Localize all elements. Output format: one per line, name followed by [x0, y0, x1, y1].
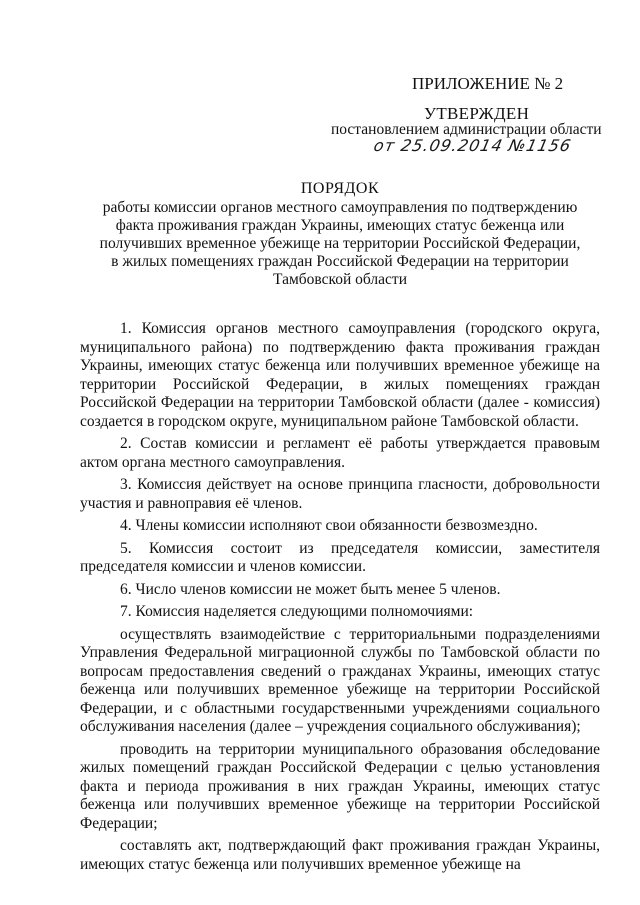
approved-label: УТВЕРЖДЕН [424, 104, 530, 123]
paragraph-1: 1. Комиссия органов местного самоуправления (городского округа, муниципального района) по подтверждению факта проживания граждан Украины, имеющих статус беженца или получивших временное убежище на территории Российской Федерации, в жилых помещениях граждан Российской Федерации на территории Тамбовской области (далее - комиссия) создается в городском округе, муниципальном районе Тамбовской области. [80, 320, 600, 430]
paragraph-2: 2. Состав комиссии и регламент её работы утверждается правовым актом органа местного самоуправления. [80, 435, 600, 471]
paragraph-7: 7. Комиссия наделяется следующими полномочиями: [120, 603, 474, 620]
subtitle-line: получивших временное убежище на территории Российской Федерации, [99, 235, 581, 252]
power-act: составлять акт, подтверждающий факт проживания граждан Украины, имеющих статус беженца или получивших временное убежище на [80, 837, 600, 873]
document-subtitle [60, 199, 620, 289]
subtitle-line: Тамбовской области [273, 271, 407, 288]
subtitle-line: в жилых помещениях граждан Российской Федерации на территории [111, 253, 569, 270]
document-title: ПОРЯДОК [300, 180, 380, 197]
power-interaction: осуществлять взаимодействие с территориальными подразделениями Управления Федеральной миграционной службы по Тамбовской области по вопросам предоставления сведений о гражданах Украины, имеющих статус беженца или получивших временное убежище на территории Российской Федерации, и с областными государственными учреждениями социального обслуживания населения (далее – учреждения социального обслуживания); [80, 625, 600, 735]
document-body [80, 320, 600, 878]
paragraph-6: 6. Число членов комиссии не может быть менее 5 членов. [120, 580, 501, 598]
paragraph-3: 3. Комиссия действует на основе принципа гласности, добровольности участия и равноправия её членов. [80, 476, 600, 512]
paragraph-5: 5. Комиссия состоит из председателя комиссии, заместителя председателя комиссии и членов комиссии. [80, 539, 600, 575]
power-inspection: проводить на территории муниципального образования обследование жилых помещений граждан Российской Федерации с целью установления факта и периода проживания в них граждан Украины, имеющих статус беженца или получивших временное убежище на территории Российской Федерации; [80, 740, 600, 832]
handwritten-date-number: от 25.09.2014 №1156 [371, 136, 574, 155]
appendix-label: ПРИЛОЖЕНИЕ № 2 [412, 74, 564, 93]
subtitle-line: факта проживания граждан Украины, имеющих статус беженца или [115, 217, 565, 234]
paragraph-4: 4. Члены комиссии исполняют свои обязанности безвозмездно. [120, 517, 538, 534]
subtitle-line: работы комиссии органов местного самоуправления по подтверждению [102, 199, 578, 216]
decree-label: постановлением администрации области [331, 121, 602, 138]
